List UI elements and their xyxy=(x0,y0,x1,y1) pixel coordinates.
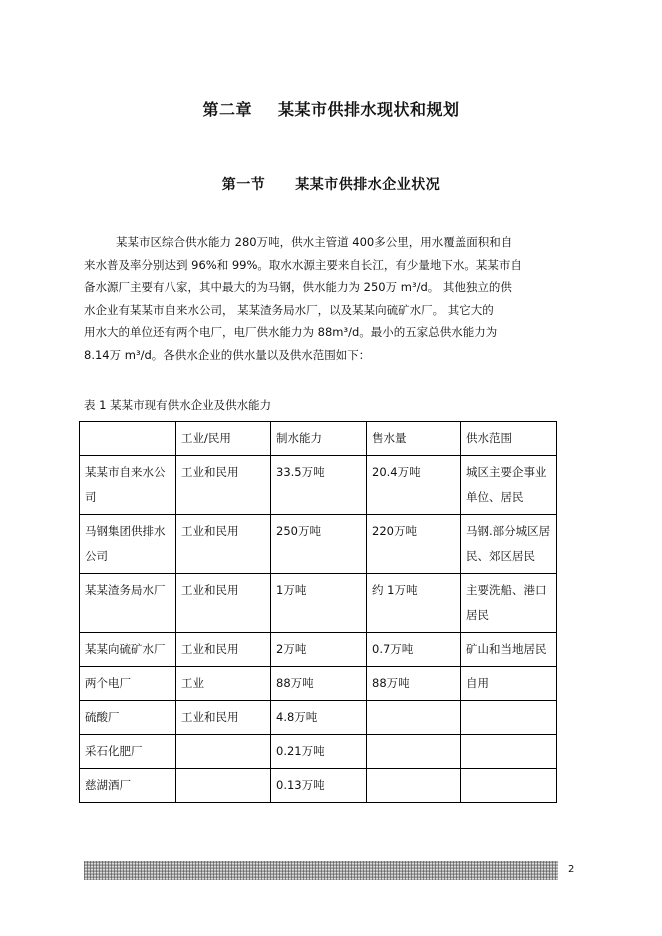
paragraph-line: 8.14万 m³/d。各供水企业的供水量以及供水范围如下： xyxy=(84,347,371,362)
header-cell: 制水能力 xyxy=(271,422,367,456)
section-heading xyxy=(0,174,662,194)
table-cell: 0.13万吨 xyxy=(271,769,367,803)
table-row xyxy=(80,633,557,667)
table-cell xyxy=(461,735,557,769)
table-cell: 工业和民用 xyxy=(176,456,271,515)
table-header-row xyxy=(80,422,557,456)
body-paragraph xyxy=(84,231,578,366)
table-cell: 两个电厂 xyxy=(80,667,176,701)
table-cell: 250万吨 xyxy=(271,515,367,574)
table-cell: 某某向硫矿水厂 xyxy=(80,633,176,667)
paragraph-line: 用水大的单位还有两个电厂，电厂供水能力为 88m³/d。最小的五家总供水能力为 xyxy=(84,325,498,339)
table-cell xyxy=(367,701,461,735)
table-cell: 4.8万吨 xyxy=(271,701,367,735)
table-cell: 工业 xyxy=(176,667,271,701)
chapter-title: 某某市供排水现状和规划 xyxy=(278,100,460,119)
table-cell: 33.5万吨 xyxy=(271,456,367,515)
table-cell: 自用 xyxy=(461,667,557,701)
header-cell: 供水范围 xyxy=(461,422,557,456)
section-title: 某某市供排水企业状况 xyxy=(295,177,441,193)
table-cell: 工业和民用 xyxy=(176,633,271,667)
table-cell xyxy=(461,769,557,803)
page-number: 2 xyxy=(568,864,575,875)
section-number: 第一节 xyxy=(221,177,266,193)
table-cell: 主要洗船、港口居民 xyxy=(461,574,557,633)
table-cell: 硫酸厂 xyxy=(80,701,176,735)
table-cell: 约 1万吨 xyxy=(367,574,461,633)
table-cell: 工业和民用 xyxy=(176,701,271,735)
table-cell: 0.21万吨 xyxy=(271,735,367,769)
table-cell: 20.4万吨 xyxy=(367,456,461,515)
table-cell: 88万吨 xyxy=(271,667,367,701)
table-cell: 2万吨 xyxy=(271,633,367,667)
paragraph-line: 来水普及率分别达到 96%和 99%。取水水源主要来自长江，有少量地下水。某某市自 xyxy=(84,257,522,272)
table-row xyxy=(80,456,557,515)
water-supply-table xyxy=(79,421,557,803)
table-cell: 工业和民用 xyxy=(176,515,271,574)
table-cell: 1万吨 xyxy=(271,574,367,633)
table-cell xyxy=(367,769,461,803)
table-cell: 220万吨 xyxy=(367,515,461,574)
header-cell: 工业/民用 xyxy=(176,422,271,456)
table-cell: 马钢集团供排水公司 xyxy=(80,515,176,574)
paragraph-line: 水企业有某某市自来水公司， 某某渣务局水厂，以及某某向硫矿水厂。 其它大的 xyxy=(84,302,494,317)
table-cell xyxy=(176,769,271,803)
table-cell: 城区主要企事业单位、居民 xyxy=(461,456,557,515)
table-cell: 慈湖酒厂 xyxy=(80,769,176,803)
paragraph-line: 某某市区综合供水能力 280万吨，供水主管道 400多公里，用水覆盖面积和自 xyxy=(116,235,513,249)
table-row xyxy=(80,574,557,633)
table-row xyxy=(80,735,557,769)
table-cell xyxy=(367,735,461,769)
chapter-number: 第二章 xyxy=(202,100,252,119)
table-cell: 某某渣务局水厂 xyxy=(80,574,176,633)
table-cell: 采石化肥厂 xyxy=(80,735,176,769)
table-cell xyxy=(176,735,271,769)
table-cell: 矿山和当地居民 xyxy=(461,633,557,667)
table-row xyxy=(80,769,557,803)
table-cell: 88万吨 xyxy=(367,667,461,701)
table-row xyxy=(80,667,557,701)
table-cell: 某某市自来水公司 xyxy=(80,456,176,515)
chapter-heading xyxy=(0,97,662,120)
paragraph-line: 备水源厂主要有八家，其中最大的为马钢，供水能力为 250万 m³/d。 其他独立的供 xyxy=(84,280,512,294)
table-caption: 表 1 某某市现有供水企业及供水能力 xyxy=(84,398,272,412)
table-cell: 0.7万吨 xyxy=(367,633,461,667)
table-cell: 工业和民用 xyxy=(176,574,271,633)
table-cell: 马钢.部分城区居民、郊区居民 xyxy=(461,515,557,574)
header-cell: 售水量 xyxy=(367,422,461,456)
header-cell xyxy=(80,422,176,456)
table-row xyxy=(80,515,557,574)
table-row xyxy=(80,701,557,735)
table-cell xyxy=(461,701,557,735)
footer-decorative-rule xyxy=(84,861,558,880)
